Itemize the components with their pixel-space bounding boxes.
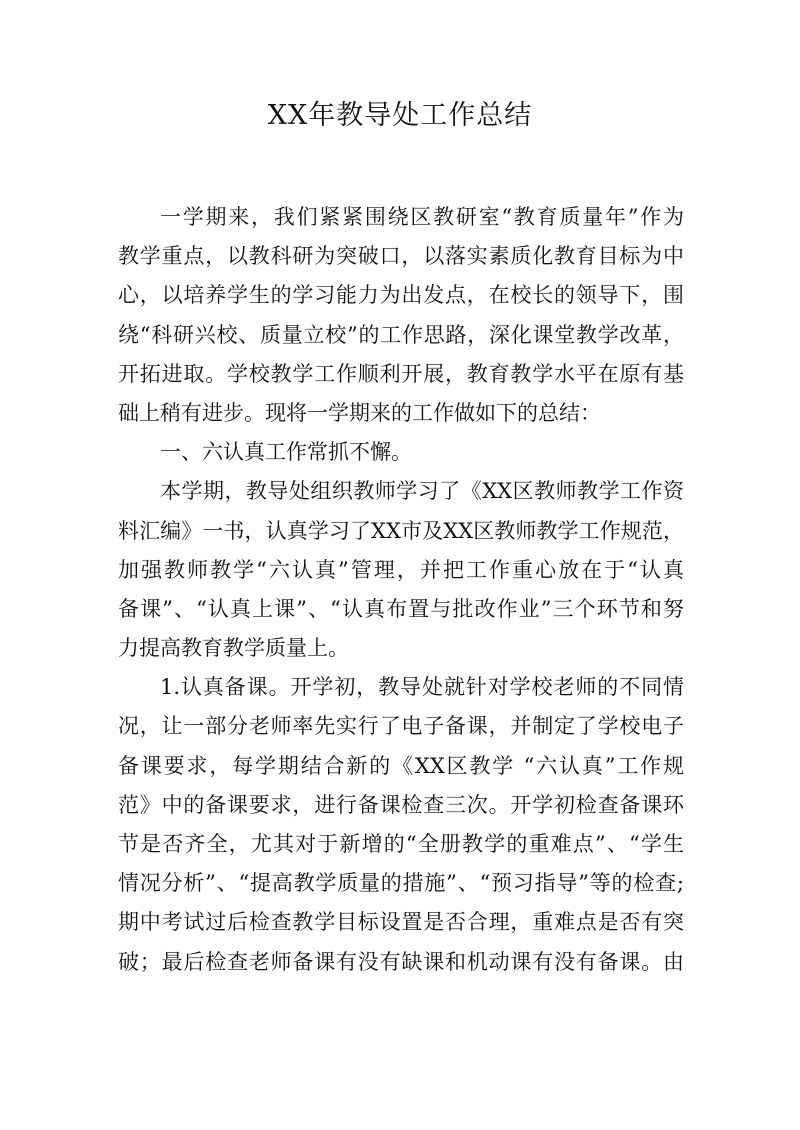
- paragraph-line: 备课”、“认真上课”、“认真布置与批改作业”三个环节和努: [118, 596, 684, 621]
- paragraph-line: 料汇编》一书，认真学习了XX市及XX区教师教学工作规范，: [118, 518, 684, 543]
- paragraph-line: 况，让一部分老师率先实行了电子备课，并制定了学校电子: [118, 714, 684, 739]
- document-title: XX年教导处工作总结: [267, 100, 533, 131]
- paragraph-line: 加强教师教学“六认真”管理，并把工作重心放在于“认真: [118, 557, 684, 582]
- paragraph-line: 心，以培养学生的学习能力为出发点，在校长的领导下，围: [118, 283, 684, 308]
- paragraph-line: 期中考试过后检查教学目标设置是否合理，重难点是否有突: [118, 910, 684, 935]
- paragraph-line: 备课要求，每学期结合新的《XX区教学 “六认真”工作规: [118, 753, 684, 778]
- paragraph-line: 绕“科研兴校、质量立校”的工作思路，深化课堂教学改革，: [118, 322, 684, 347]
- paragraph-line: 情况分析”、“提高教学质量的措施”、“预习指导”等的检查;: [118, 871, 684, 896]
- paragraph-line: 破；最后检查老师备课有没有缺课和机动课有没有备课。由: [118, 949, 684, 974]
- paragraph-line: 本学期，教导处组织教师学习了《XX区教师教学工作资: [160, 479, 684, 504]
- paragraph-line: 开拓进取。学校教学工作顺利开展，教育教学水平在原有基: [118, 361, 684, 386]
- paragraph-line: 节是否齐全，尤其对于新增的“全册教学的重难点”、“学生: [118, 832, 684, 856]
- paragraph-line: 力提高教育教学质量上。: [118, 636, 349, 661]
- section-heading: 一、六认真工作常抓不懈。: [160, 440, 412, 465]
- paragraph-line: 础上稍有进步。现将一学期来的工作做如下的总结：: [118, 400, 601, 425]
- paragraph-line: 范》中的备课要求，进行备课检查三次。开学初检查备课环: [118, 792, 684, 817]
- paragraph-line: 教学重点，以教科研为突破口，以落实素质化教育目标为中: [118, 244, 684, 269]
- paragraph-line: 一学期来，我们紧紧围绕区教研室“教育质量年”作为: [160, 205, 684, 229]
- document-body: [118, 198, 684, 982]
- paragraph-line: 1.认真备课。开学初，教导处就针对学校老师的不同情: [160, 675, 684, 700]
